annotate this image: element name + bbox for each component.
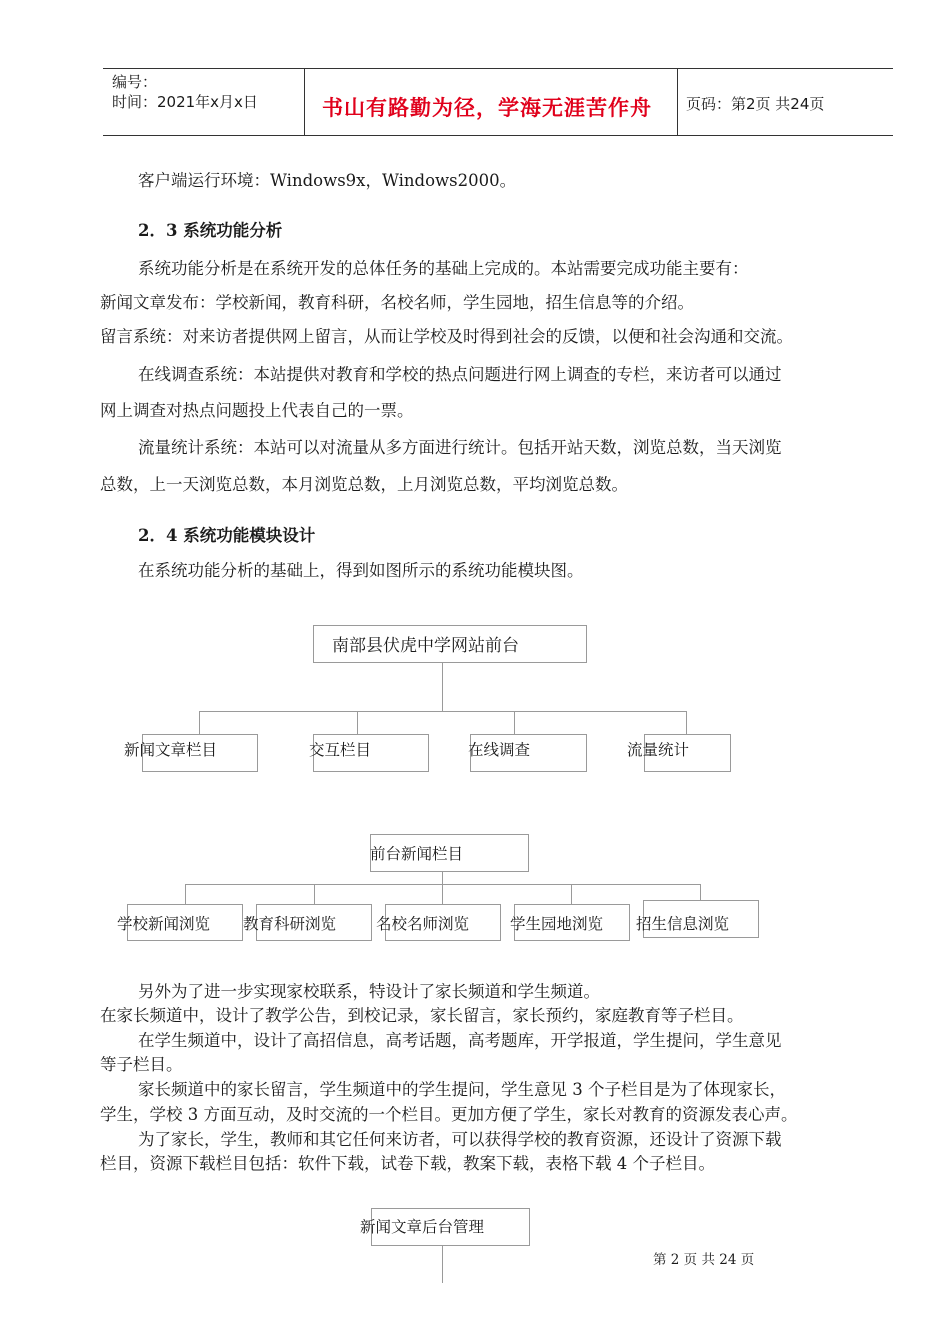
diagram2-child-label-1: 学校新闻浏览 — [117, 915, 211, 933]
paragraph-news-publish: 新闻文章发布：学校新闻，教育科研，名校名师，学生园地，招生信息等的介绍。 — [100, 293, 694, 312]
diagram1-drop-1 — [199, 711, 200, 734]
diagram2-child-label-5: 招生信息浏览 — [636, 915, 730, 933]
diagram1-drop-4 — [686, 711, 687, 734]
paragraph-extra-3a: 在学生频道中，设计了高招信息，高考话题，高考题库，开学报道，学生提问，学生意见 — [138, 1031, 782, 1050]
diagram3-root-label: 新闻文章后台管理 — [360, 1218, 485, 1236]
page-footer: 第 2 页 共 24 页 — [653, 1252, 755, 1268]
paragraph-extra-2: 在家长频道中，设计了教学公告，到校记录，家长留言，家长预约，家庭教育等子栏目。 — [100, 1006, 744, 1025]
diagram1-drop-2 — [357, 711, 358, 734]
diagram2-child-label-4: 学生园地浏览 — [510, 915, 604, 933]
heading-2-4: 2．4 系统功能模块设计 — [138, 526, 316, 545]
paragraph-2-3-intro: 系统功能分析是在系统开发的总体任务的基础上完成的。本站需要完成功能主要有： — [138, 259, 749, 278]
diagram2-drop-4 — [571, 884, 572, 904]
paragraph-stats-1: 流量统计系统：本站可以对流量从多方面进行统计。包括开站天数，浏览总数，当天浏览 — [138, 438, 782, 457]
header-time-label: 时间：2021年x月x日 — [112, 93, 258, 111]
diagram1-child-label-4: 流量统计 — [627, 741, 690, 759]
heading-2-3: 2．3 系统功能分析 — [138, 221, 283, 240]
header-motto: 书山有路勤为径，学海无涯苦作舟 — [322, 96, 652, 120]
diagram2-root-label: 前台新闻栏目 — [370, 845, 464, 863]
diagram2-child-label-2: 教育科研浏览 — [243, 915, 337, 933]
diagram2-child-label-3: 名校名师浏览 — [376, 915, 470, 933]
diagram1-child-label-3: 在线调查 — [468, 741, 531, 759]
diagram1-child-label-1: 新闻文章栏目 — [124, 741, 218, 759]
paragraph-extra-5b: 栏目，资源下载栏目包括：软件下载，试卷下载，教案下载，表格下载 4 个子栏目。 — [100, 1154, 715, 1173]
paragraph-extra-3b: 等子栏目。 — [100, 1055, 183, 1074]
paragraph-extra-4b: 学生，学校 3 方面互动，及时交流的一个栏目。更加方便了学生，家长对教育的资源发表心声。 — [100, 1105, 798, 1124]
paragraph-survey-1: 在线调查系统：本站提供对教育和学校的热点问题进行网上调查的专栏，来访者可以通过 — [138, 365, 782, 384]
diagram2-trunk — [442, 871, 443, 884]
env-line: 客户端运行环境：Windows9x，Windows2000。 — [138, 171, 517, 190]
header-top-rule — [103, 68, 893, 69]
header-page-label: 页码：第2页 共24页 — [686, 95, 825, 113]
diagram2-drop-1 — [185, 884, 186, 904]
diagram1-bar — [199, 711, 687, 712]
diagram1-root-label: 南部县伏虎中学网站前台 — [332, 636, 519, 656]
diagram2-drop-2 — [314, 884, 315, 904]
header-divider-left — [304, 68, 305, 136]
paragraph-stats-2: 总数，上一天浏览总数，本月浏览总数，上月浏览总数，平均浏览总数。 — [100, 475, 628, 494]
diagram2-drop-5 — [700, 884, 701, 900]
diagram2-bar — [185, 884, 701, 885]
paragraph-message-system: 留言系统：对来访者提供网上留言，从而让学校及时得到社会的反馈，以便和社会沟通和交流。 — [100, 327, 793, 346]
paragraph-extra-5a: 为了家长，学生，教师和其它任何来访者，可以获得学校的教育资源，还设计了资源下载 — [138, 1130, 782, 1149]
paragraph-survey-2: 网上调查对热点问题投上代表自己的一票。 — [100, 401, 414, 420]
diagram3-trunk — [442, 1245, 443, 1283]
diagram1-drop-3 — [514, 711, 515, 734]
header-divider-right — [677, 68, 678, 136]
paragraph-extra-4a: 家长频道中的家长留言，学生频道中的学生提问，学生意见 3 个子栏目是为了体现家长， — [138, 1080, 786, 1099]
diagram2-drop-3 — [442, 884, 443, 904]
diagram1-trunk — [442, 662, 443, 711]
header-bottom-rule — [103, 135, 893, 136]
diagram1-child-label-2: 交互栏目 — [309, 741, 372, 759]
paragraph-2-4-intro: 在系统功能分析的基础上，得到如图所示的系统功能模块图。 — [138, 561, 584, 580]
header-number-label: 编号： — [112, 73, 158, 91]
paragraph-extra-1: 另外为了进一步实现家校联系，特设计了家长频道和学生频道。 — [138, 982, 600, 1001]
